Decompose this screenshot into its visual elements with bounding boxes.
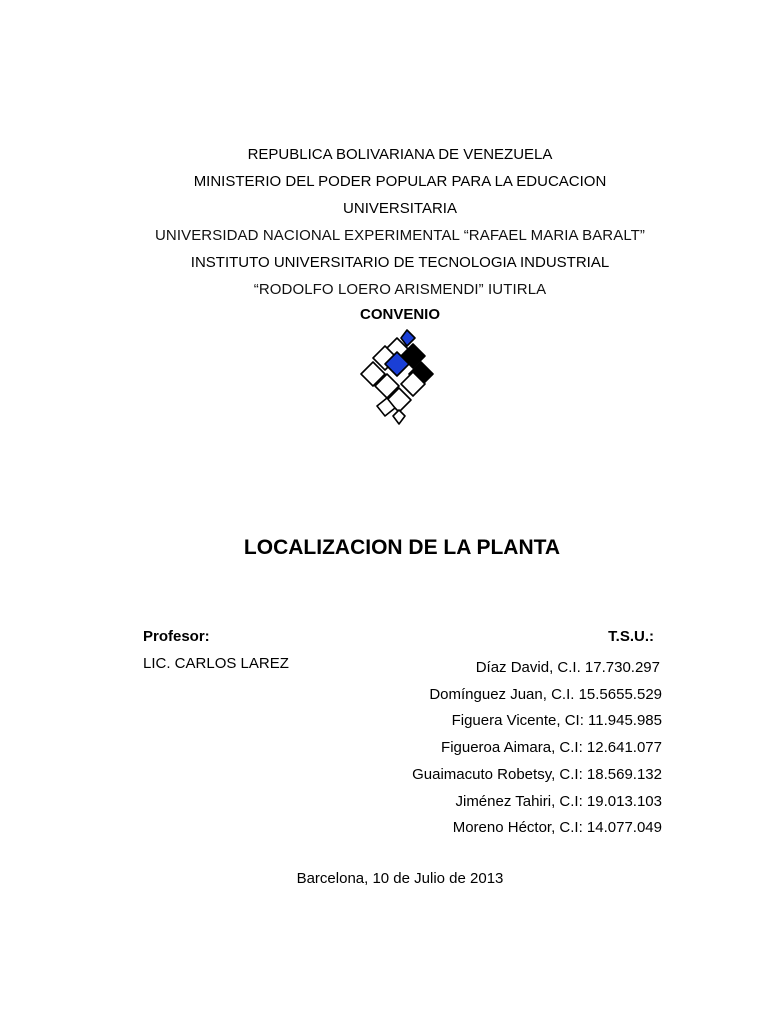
header-university: UNIVERSIDAD NACIONAL EXPERIMENTAL “RAFAEL MARIA BARALT” bbox=[154, 227, 646, 244]
header-convenio: CONVENIO bbox=[359, 306, 440, 323]
student-item: Guaimacuto Robetsy, C.I: 18.569.132 bbox=[412, 765, 662, 783]
student-list bbox=[412, 655, 662, 842]
student-item: Díaz David, C.I. 17.730.297 bbox=[475, 659, 660, 676]
student-item: Figuera Vicente, CI: 11.945.985 bbox=[451, 712, 662, 730]
student-item: Moreno Héctor, C.I: 14.077.049 bbox=[452, 819, 662, 837]
student-item: Figueroa Aimara, C.I: 12.641.077 bbox=[441, 739, 662, 757]
header-ministry-continued: UNIVERSITARIA bbox=[343, 200, 457, 217]
header-institute: INSTITUTO UNIVERSITARIO DE TECNOLOGIA INDUSTRIAL bbox=[190, 254, 610, 271]
document-title: LOCALIZACION DE LA PLANTA bbox=[243, 536, 561, 559]
header-institute-name: “RODOLFO LOERO ARISMENDI” IUTIRLA bbox=[253, 281, 547, 298]
profesor-name: LIC. CARLOS LAREZ bbox=[143, 655, 289, 672]
iutirla-cube-logo-icon bbox=[357, 328, 441, 426]
logo-tile bbox=[393, 410, 405, 424]
student-item: Domínguez Juan, C.I. 15.5655.529 bbox=[429, 685, 662, 703]
tsu-label: T.S.U.: bbox=[608, 628, 654, 645]
student-item: Jiménez Tahiri, C.I: 19.013.103 bbox=[455, 792, 662, 810]
header-republic: REPUBLICA BOLIVARIANA DE VENEZUELA bbox=[247, 146, 553, 163]
header-ministry: MINISTERIO DEL PODER POPULAR PARA LA EDUCACION bbox=[193, 173, 607, 190]
profesor-label: Profesor: bbox=[143, 628, 210, 645]
place-date-line: Barcelona, 10 de Julio de 2013 bbox=[296, 870, 504, 887]
